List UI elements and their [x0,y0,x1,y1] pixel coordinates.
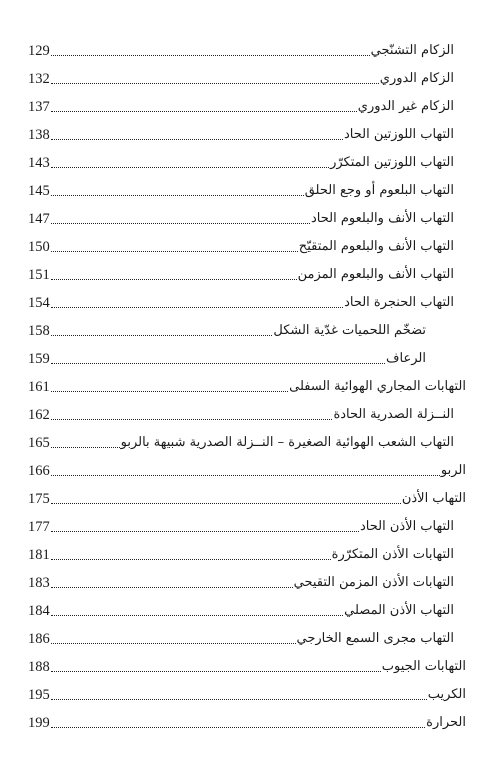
dot-leader [51,139,343,140]
toc-entry-title: التهاب اللوزتين المتكرّر [330,155,454,170]
toc-entry [28,34,466,62]
toc-page-number: 154 [28,295,50,311]
toc-page-number: 165 [28,435,50,451]
toc-page-number: 145 [28,183,50,199]
toc-page-number: 199 [28,715,50,731]
toc-entry-title: الزكام التشنّجي [370,43,454,58]
dot-leader [51,419,333,420]
toc-entry [28,706,466,734]
toc-page-number: 129 [28,43,50,59]
toc-entry-title: التهاب الأذن المصلي [344,603,454,618]
toc-page-number: 181 [28,547,50,563]
toc-entry-title: التهاب الشعب الهوائية الصغيرة – النــزلة الصدرية شبيهة بالربو [120,435,454,450]
toc-page-number: 183 [28,575,50,591]
toc-page-number: 143 [28,155,50,171]
toc-entry [28,538,466,566]
dot-leader [51,587,293,588]
dot-leader [51,559,331,560]
toc-entry [28,342,466,370]
toc-page-number: 132 [28,71,50,87]
toc-entry [28,202,466,230]
toc-entry-title: التهاب الأنف والبلعوم المتقيّح [298,239,454,254]
dot-leader [51,335,273,336]
dot-leader [51,251,298,252]
dot-leader [51,363,385,364]
dot-leader [51,643,296,644]
toc-entry-title: التهابات المجاري الهوائية السفلى [289,379,466,394]
dot-leader [51,307,343,308]
dot-leader [51,699,427,700]
toc-page-number: 188 [28,659,50,675]
toc-entry [28,314,466,342]
toc-page-number: 147 [28,211,50,227]
toc-entry-title: التهاب الأنف والبلعوم الحاد [310,211,454,226]
dot-leader [51,111,357,112]
toc-entry-title: التهاب البلعوم أو وجع الحلق [304,183,454,198]
toc-entry [28,510,466,538]
toc-entry [28,370,466,398]
toc-entry [28,62,466,90]
dot-leader [51,447,120,448]
dot-leader [51,167,329,168]
toc-entry-title: التهابات الجيوب [381,659,466,674]
toc-entry [28,286,466,314]
dot-leader [51,195,304,196]
toc-entry-title: الزكام الدوري [379,71,454,86]
toc-entry-title: تضخّم اللحميات غدّية الشكل [273,323,426,338]
toc-page-number: 195 [28,687,50,703]
dot-leader [51,727,425,728]
toc-page-number: 151 [28,267,50,283]
toc-page-number: 137 [28,99,50,115]
toc-entry-title: الزكام غير الدوري [357,99,454,114]
toc-entry-title: الحرارة [426,715,466,730]
toc-entry [28,566,466,594]
dot-leader [51,615,343,616]
dot-leader [51,223,310,224]
toc-entry [28,90,466,118]
toc-entry [28,594,466,622]
toc-list [28,34,466,734]
toc-entry-title: التهاب اللوزتين الحاد [344,127,454,142]
toc-entry-title: النــزلة الصدرية الحادة [333,407,454,422]
toc-entry-title: الكريب [427,687,466,702]
toc-page-number: 159 [28,351,50,367]
toc-entry-title: التهاب الأنف والبلعوم المزمن [297,267,454,282]
toc-entry-title: التهاب الحنجرة الحاد [344,295,454,310]
toc-entry-title: التهابات الأذن المزمن التقيحي [293,575,454,590]
toc-entry [28,118,466,146]
dot-leader [51,671,381,672]
dot-leader [51,503,401,504]
toc-entry [28,146,466,174]
toc-entry-title: الربو [440,463,466,478]
dot-leader [51,55,370,56]
toc-entry [28,258,466,286]
dot-leader [51,279,297,280]
toc-entry [28,678,466,706]
toc-page-number: 184 [28,603,50,619]
toc-page-number: 175 [28,491,50,507]
toc-page-number: 186 [28,631,50,647]
toc-entry [28,650,466,678]
toc-page-number: 150 [28,239,50,255]
dot-leader [51,475,440,476]
toc-entry [28,454,466,482]
toc-entry [28,174,466,202]
toc-entry [28,622,466,650]
dot-leader [51,391,288,392]
dot-leader [51,531,359,532]
toc-entry-title: الرعاف [386,351,426,366]
toc-page-number: 161 [28,379,50,395]
toc-page-number: 162 [28,407,50,423]
toc-entry-title: التهاب الأذن الحاد [359,519,454,534]
toc-entry [28,426,466,454]
toc-entry [28,482,466,510]
toc-page-number: 166 [28,463,50,479]
toc-entry [28,398,466,426]
toc-page-number: 177 [28,519,50,535]
toc-entry-title: التهاب مجرى السمع الخارجي [296,631,454,646]
toc-page-number: 158 [28,323,50,339]
toc-entry-title: التهاب الأذن [401,491,466,506]
dot-leader [51,83,379,84]
toc-entry [28,230,466,258]
toc-page-number: 138 [28,127,50,143]
toc-entry-title: التهابات الأذن المتكرّرة [331,547,454,562]
